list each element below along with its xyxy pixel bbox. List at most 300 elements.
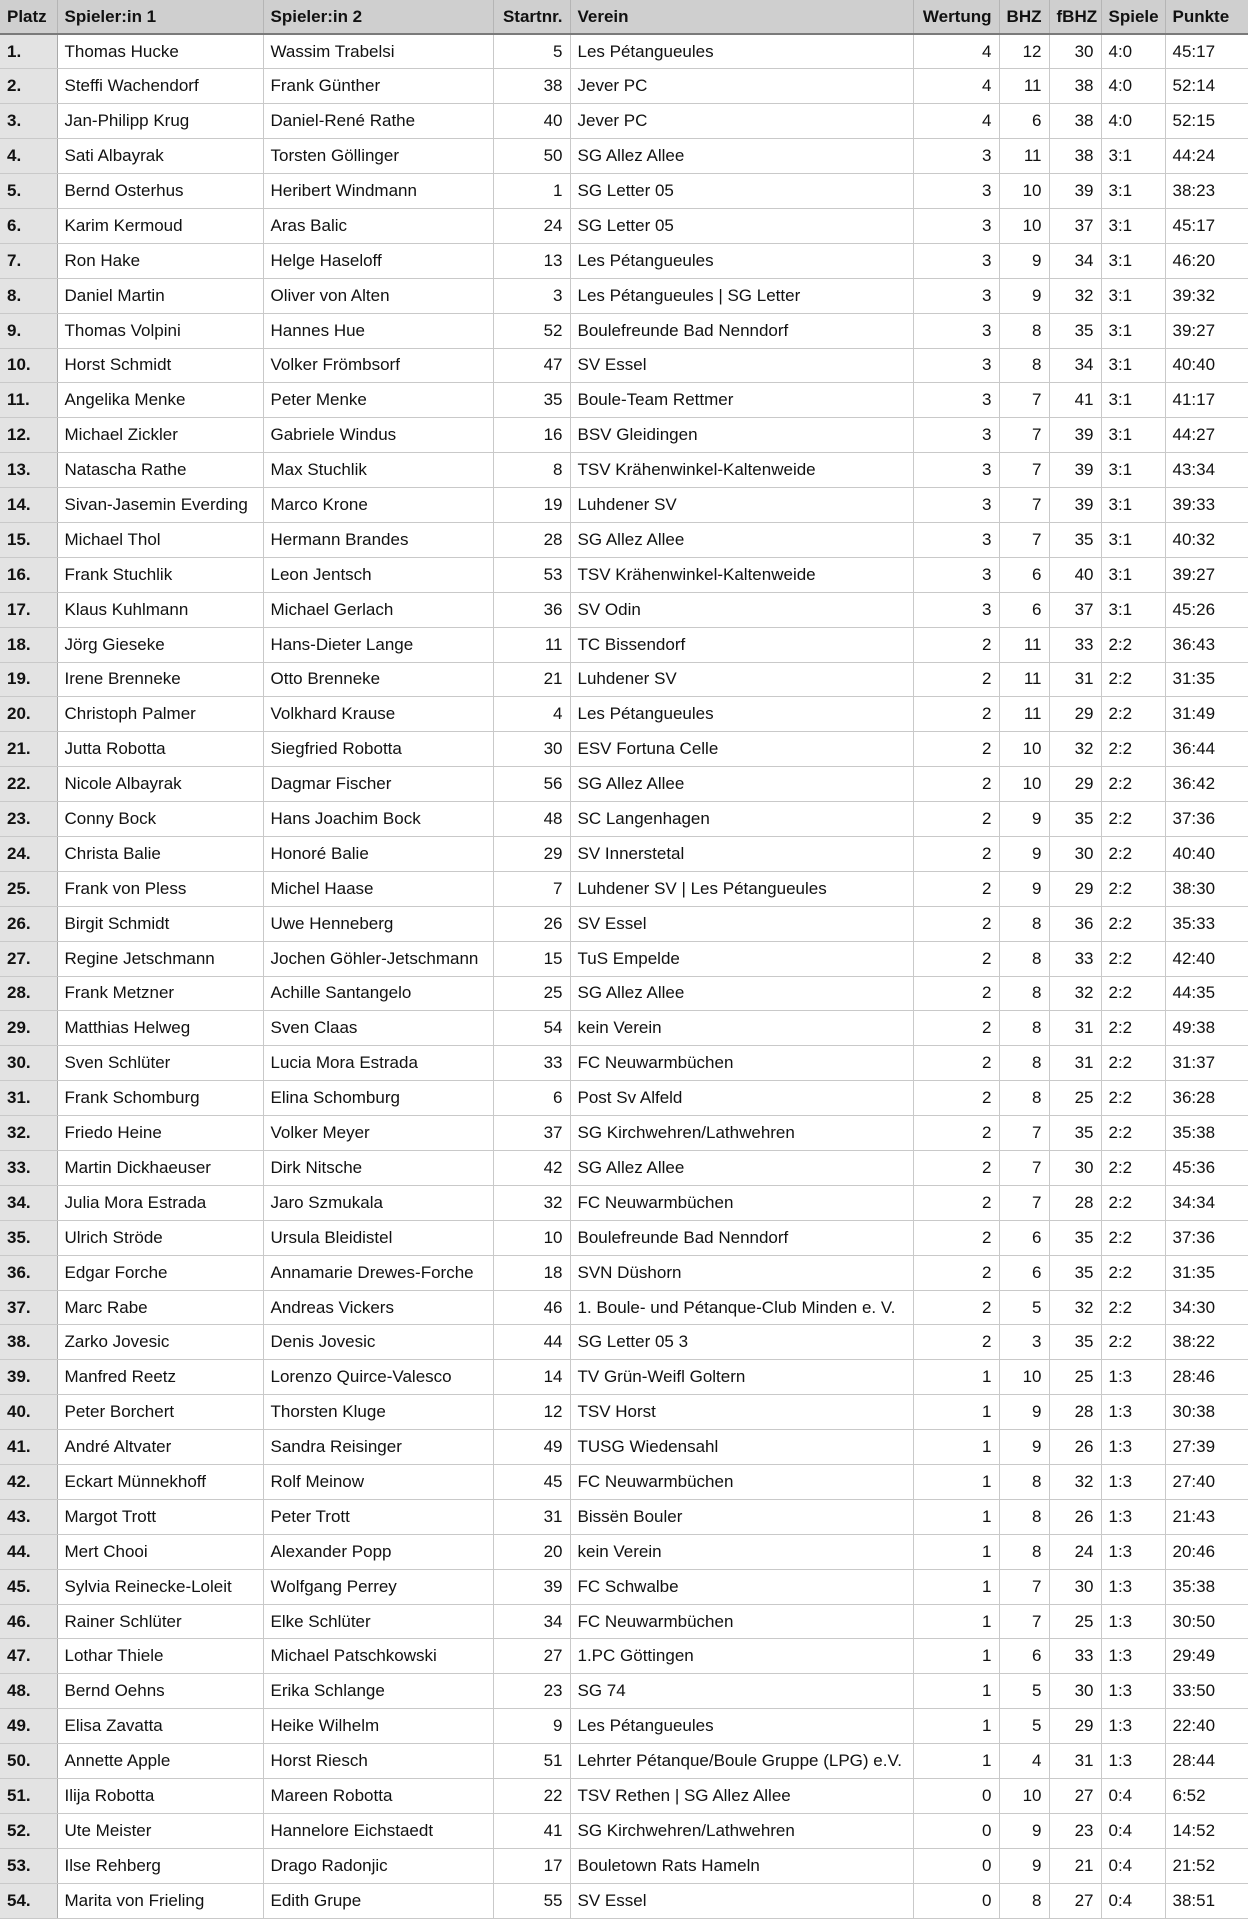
cell-spiele: 3:1 <box>1101 488 1165 523</box>
cell-bhz: 5 <box>999 1674 1049 1709</box>
cell-verein: TSV Krähenwinkel-Kaltenweide <box>570 453 913 488</box>
cell-platz: 7. <box>0 243 57 278</box>
cell-fbhz: 35 <box>1049 1116 1101 1151</box>
cell-platz: 29. <box>0 1011 57 1046</box>
cell-wertung: 3 <box>913 557 999 592</box>
cell-platz: 22. <box>0 767 57 802</box>
cell-spieler-1: Natascha Rathe <box>57 453 263 488</box>
cell-spieler-2: Peter Menke <box>263 383 493 418</box>
cell-spieler-1: Regine Jetschmann <box>57 941 263 976</box>
cell-verein: kein Verein <box>570 1011 913 1046</box>
cell-spieler-1: Marc Rabe <box>57 1290 263 1325</box>
cell-fbhz: 39 <box>1049 418 1101 453</box>
cell-startnr: 17 <box>493 1848 570 1883</box>
cell-fbhz: 39 <box>1049 488 1101 523</box>
cell-platz: 28. <box>0 976 57 1011</box>
cell-startnr: 46 <box>493 1290 570 1325</box>
cell-platz: 33. <box>0 1151 57 1186</box>
cell-startnr: 9 <box>493 1709 570 1744</box>
cell-platz: 17. <box>0 592 57 627</box>
cell-platz: 34. <box>0 1185 57 1220</box>
table-row <box>0 1674 1248 1709</box>
cell-spieler-1: Frank Metzner <box>57 976 263 1011</box>
cell-startnr: 1 <box>493 174 570 209</box>
cell-spieler-1: Margot Trott <box>57 1499 263 1534</box>
cell-verein: SG Allez Allee <box>570 139 913 174</box>
table-row <box>0 1011 1248 1046</box>
cell-spieler-1: Lothar Thiele <box>57 1639 263 1674</box>
cell-spieler-2: Michael Patschkowski <box>263 1639 493 1674</box>
cell-verein: FC Neuwarmbüchen <box>570 1465 913 1500</box>
cell-spieler-1: Michael Thol <box>57 522 263 557</box>
table-row <box>0 1744 1248 1779</box>
cell-wertung: 2 <box>913 1255 999 1290</box>
cell-platz: 6. <box>0 208 57 243</box>
cell-punkte: 27:39 <box>1165 1430 1248 1465</box>
cell-spieler-2: Lorenzo Quirce-Valesco <box>263 1360 493 1395</box>
cell-bhz: 9 <box>999 278 1049 313</box>
cell-spieler-2: Marco Krone <box>263 488 493 523</box>
cell-fbhz: 29 <box>1049 1709 1101 1744</box>
cell-bhz: 11 <box>999 697 1049 732</box>
cell-spiele: 1:3 <box>1101 1604 1165 1639</box>
table-row <box>0 1116 1248 1151</box>
table-row <box>0 1534 1248 1569</box>
cell-platz: 18. <box>0 627 57 662</box>
cell-spiele: 3:1 <box>1101 139 1165 174</box>
cell-platz: 41. <box>0 1430 57 1465</box>
cell-wertung: 2 <box>913 906 999 941</box>
cell-spieler-1: Thomas Volpini <box>57 313 263 348</box>
cell-verein: FC Neuwarmbüchen <box>570 1185 913 1220</box>
cell-spiele: 1:3 <box>1101 1534 1165 1569</box>
table-row <box>0 104 1248 139</box>
cell-wertung: 1 <box>913 1499 999 1534</box>
cell-wertung: 3 <box>913 313 999 348</box>
cell-punkte: 44:24 <box>1165 139 1248 174</box>
cell-wertung: 3 <box>913 174 999 209</box>
cell-bhz: 8 <box>999 1081 1049 1116</box>
cell-spieler-2: Wolfgang Perrey <box>263 1569 493 1604</box>
cell-verein: FC Neuwarmbüchen <box>570 1046 913 1081</box>
cell-punkte: 39:33 <box>1165 488 1248 523</box>
cell-spieler-2: Alexander Popp <box>263 1534 493 1569</box>
cell-startnr: 29 <box>493 836 570 871</box>
cell-bhz: 7 <box>999 1185 1049 1220</box>
table-row <box>0 1569 1248 1604</box>
table-row <box>0 174 1248 209</box>
cell-wertung: 2 <box>913 836 999 871</box>
cell-spieler-1: Sati Albayrak <box>57 139 263 174</box>
cell-spiele: 1:3 <box>1101 1360 1165 1395</box>
table-row <box>0 732 1248 767</box>
cell-verein: kein Verein <box>570 1534 913 1569</box>
cell-fbhz: 35 <box>1049 313 1101 348</box>
cell-verein: SG Kirchwehren/Lathwehren <box>570 1116 913 1151</box>
cell-bhz: 10 <box>999 1779 1049 1814</box>
cell-spiele: 1:3 <box>1101 1674 1165 1709</box>
header-spieler-1: Spieler:in 1 <box>57 0 263 34</box>
cell-verein: FC Schwalbe <box>570 1569 913 1604</box>
table-row <box>0 1220 1248 1255</box>
cell-spiele: 2:2 <box>1101 1185 1165 1220</box>
cell-spieler-1: Sven Schlüter <box>57 1046 263 1081</box>
cell-bhz: 11 <box>999 662 1049 697</box>
cell-bhz: 8 <box>999 1011 1049 1046</box>
table-row <box>0 1255 1248 1290</box>
cell-wertung: 3 <box>913 418 999 453</box>
cell-spieler-2: Jochen Göhler-Jetschmann <box>263 941 493 976</box>
table-row <box>0 208 1248 243</box>
cell-wertung: 3 <box>913 139 999 174</box>
cell-verein: Les Pétangueules <box>570 697 913 732</box>
cell-verein: Boule-Team Rettmer <box>570 383 913 418</box>
cell-verein: SG Allez Allee <box>570 522 913 557</box>
cell-verein: SG Allez Allee <box>570 767 913 802</box>
cell-fbhz: 33 <box>1049 941 1101 976</box>
cell-startnr: 30 <box>493 732 570 767</box>
cell-spieler-2: Torsten Göllinger <box>263 139 493 174</box>
cell-fbhz: 41 <box>1049 383 1101 418</box>
cell-fbhz: 35 <box>1049 522 1101 557</box>
cell-spieler-2: Volker Frömbsorf <box>263 348 493 383</box>
cell-fbhz: 38 <box>1049 104 1101 139</box>
cell-startnr: 36 <box>493 592 570 627</box>
cell-wertung: 1 <box>913 1534 999 1569</box>
cell-punkte: 22:40 <box>1165 1709 1248 1744</box>
cell-startnr: 50 <box>493 139 570 174</box>
cell-bhz: 9 <box>999 243 1049 278</box>
cell-spieler-1: Ute Meister <box>57 1813 263 1848</box>
cell-platz: 1. <box>0 34 57 69</box>
table-row <box>0 1325 1248 1360</box>
cell-startnr: 38 <box>493 69 570 104</box>
cell-bhz: 10 <box>999 208 1049 243</box>
cell-spieler-2: Andreas Vickers <box>263 1290 493 1325</box>
cell-wertung: 1 <box>913 1360 999 1395</box>
header-row <box>0 0 1248 34</box>
cell-verein: TSV Horst <box>570 1395 913 1430</box>
cell-spiele: 2:2 <box>1101 627 1165 662</box>
cell-fbhz: 31 <box>1049 1046 1101 1081</box>
cell-platz: 15. <box>0 522 57 557</box>
cell-wertung: 2 <box>913 697 999 732</box>
cell-spieler-1: Frank von Pless <box>57 871 263 906</box>
cell-bhz: 9 <box>999 1813 1049 1848</box>
cell-spieler-1: Rainer Schlüter <box>57 1604 263 1639</box>
table-row <box>0 662 1248 697</box>
cell-wertung: 1 <box>913 1465 999 1500</box>
cell-wertung: 3 <box>913 348 999 383</box>
cell-platz: 9. <box>0 313 57 348</box>
cell-spiele: 2:2 <box>1101 767 1165 802</box>
cell-bhz: 7 <box>999 1569 1049 1604</box>
cell-bhz: 8 <box>999 976 1049 1011</box>
cell-spieler-1: Daniel Martin <box>57 278 263 313</box>
cell-punkte: 38:51 <box>1165 1883 1248 1918</box>
table-row <box>0 1046 1248 1081</box>
cell-startnr: 28 <box>493 522 570 557</box>
cell-punkte: 40:40 <box>1165 836 1248 871</box>
cell-spieler-1: Thomas Hucke <box>57 34 263 69</box>
cell-bhz: 8 <box>999 1046 1049 1081</box>
cell-platz: 45. <box>0 1569 57 1604</box>
cell-fbhz: 27 <box>1049 1883 1101 1918</box>
cell-wertung: 4 <box>913 104 999 139</box>
cell-punkte: 35:38 <box>1165 1569 1248 1604</box>
cell-spieler-2: Drago Radonjic <box>263 1848 493 1883</box>
cell-wertung: 2 <box>913 871 999 906</box>
cell-punkte: 42:40 <box>1165 941 1248 976</box>
cell-bhz: 10 <box>999 1360 1049 1395</box>
cell-bhz: 9 <box>999 836 1049 871</box>
cell-fbhz: 31 <box>1049 1744 1101 1779</box>
cell-spiele: 1:3 <box>1101 1465 1165 1500</box>
cell-punkte: 52:14 <box>1165 69 1248 104</box>
cell-startnr: 47 <box>493 348 570 383</box>
cell-wertung: 2 <box>913 1220 999 1255</box>
table-row <box>0 1779 1248 1814</box>
cell-spiele: 2:2 <box>1101 1290 1165 1325</box>
table-row <box>0 278 1248 313</box>
cell-spieler-2: Otto Brenneke <box>263 662 493 697</box>
cell-verein: Bissën Bouler <box>570 1499 913 1534</box>
cell-verein: TSV Krähenwinkel-Kaltenweide <box>570 557 913 592</box>
cell-bhz: 6 <box>999 592 1049 627</box>
cell-punkte: 40:32 <box>1165 522 1248 557</box>
cell-spieler-1: Marita von Frieling <box>57 1883 263 1918</box>
cell-punkte: 31:35 <box>1165 1255 1248 1290</box>
cell-bhz: 8 <box>999 313 1049 348</box>
cell-bhz: 6 <box>999 1639 1049 1674</box>
cell-punkte: 36:28 <box>1165 1081 1248 1116</box>
cell-bhz: 11 <box>999 627 1049 662</box>
cell-punkte: 38:30 <box>1165 871 1248 906</box>
cell-spieler-1: Edgar Forche <box>57 1255 263 1290</box>
cell-bhz: 9 <box>999 871 1049 906</box>
cell-wertung: 2 <box>913 976 999 1011</box>
cell-verein: SG Letter 05 <box>570 208 913 243</box>
cell-platz: 4. <box>0 139 57 174</box>
cell-spieler-1: Martin Dickhaeuser <box>57 1151 263 1186</box>
cell-platz: 31. <box>0 1081 57 1116</box>
cell-wertung: 3 <box>913 383 999 418</box>
cell-punkte: 34:34 <box>1165 1185 1248 1220</box>
cell-punkte: 21:43 <box>1165 1499 1248 1534</box>
cell-spiele: 2:2 <box>1101 732 1165 767</box>
table-row <box>0 1499 1248 1534</box>
cell-spieler-1: Ilija Robotta <box>57 1779 263 1814</box>
cell-verein: Luhdener SV <box>570 488 913 523</box>
table-row <box>0 1639 1248 1674</box>
cell-bhz: 11 <box>999 139 1049 174</box>
cell-punkte: 41:17 <box>1165 383 1248 418</box>
cell-fbhz: 21 <box>1049 1848 1101 1883</box>
cell-spieler-2: Elke Schlüter <box>263 1604 493 1639</box>
cell-fbhz: 33 <box>1049 627 1101 662</box>
cell-spieler-2: Siegfried Robotta <box>263 732 493 767</box>
cell-spieler-2: Dirk Nitsche <box>263 1151 493 1186</box>
cell-platz: 8. <box>0 278 57 313</box>
cell-startnr: 10 <box>493 1220 570 1255</box>
cell-verein: Les Pétangueules <box>570 1709 913 1744</box>
cell-fbhz: 32 <box>1049 732 1101 767</box>
cell-spieler-2: Denis Jovesic <box>263 1325 493 1360</box>
cell-startnr: 51 <box>493 1744 570 1779</box>
cell-verein: SG Allez Allee <box>570 976 913 1011</box>
cell-startnr: 16 <box>493 418 570 453</box>
cell-spieler-2: Dagmar Fischer <box>263 767 493 802</box>
cell-platz: 39. <box>0 1360 57 1395</box>
header-startnr: Startnr. <box>493 0 570 34</box>
cell-bhz: 7 <box>999 1151 1049 1186</box>
cell-spieler-2: Honoré Balie <box>263 836 493 871</box>
cell-bhz: 7 <box>999 1604 1049 1639</box>
table-row <box>0 1395 1248 1430</box>
cell-bhz: 7 <box>999 383 1049 418</box>
cell-verein: SC Langenhagen <box>570 802 913 837</box>
cell-bhz: 11 <box>999 69 1049 104</box>
cell-platz: 46. <box>0 1604 57 1639</box>
cell-fbhz: 36 <box>1049 906 1101 941</box>
cell-spieler-2: Thorsten Kluge <box>263 1395 493 1430</box>
cell-startnr: 52 <box>493 313 570 348</box>
cell-verein: 1.PC Göttingen <box>570 1639 913 1674</box>
cell-verein: TuS Empelde <box>570 941 913 976</box>
cell-punkte: 36:42 <box>1165 767 1248 802</box>
cell-wertung: 0 <box>913 1848 999 1883</box>
cell-verein: Lehrter Pétanque/Boule Gruppe (LPG) e.V. <box>570 1744 913 1779</box>
cell-punkte: 30:38 <box>1165 1395 1248 1430</box>
cell-platz: 38. <box>0 1325 57 1360</box>
cell-spieler-1: Annette Apple <box>57 1744 263 1779</box>
cell-spiele: 2:2 <box>1101 1011 1165 1046</box>
cell-wertung: 0 <box>913 1883 999 1918</box>
cell-fbhz: 34 <box>1049 243 1101 278</box>
cell-bhz: 12 <box>999 34 1049 69</box>
cell-platz: 24. <box>0 836 57 871</box>
cell-wertung: 3 <box>913 488 999 523</box>
cell-startnr: 55 <box>493 1883 570 1918</box>
cell-verein: Les Pétangueules | SG Letter <box>570 278 913 313</box>
cell-spiele: 3:1 <box>1101 522 1165 557</box>
cell-punkte: 29:49 <box>1165 1639 1248 1674</box>
cell-fbhz: 35 <box>1049 1255 1101 1290</box>
cell-spieler-1: Steffi Wachendorf <box>57 69 263 104</box>
cell-wertung: 1 <box>913 1639 999 1674</box>
cell-platz: 5. <box>0 174 57 209</box>
cell-fbhz: 25 <box>1049 1604 1101 1639</box>
table-row <box>0 139 1248 174</box>
table-row <box>0 697 1248 732</box>
cell-spieler-2: Hannelore Eichstaedt <box>263 1813 493 1848</box>
table-row <box>0 627 1248 662</box>
cell-punkte: 45:17 <box>1165 34 1248 69</box>
table-row <box>0 418 1248 453</box>
cell-platz: 16. <box>0 557 57 592</box>
cell-startnr: 39 <box>493 1569 570 1604</box>
cell-spieler-2: Edith Grupe <box>263 1883 493 1918</box>
cell-bhz: 10 <box>999 732 1049 767</box>
cell-bhz: 9 <box>999 1430 1049 1465</box>
table-row <box>0 1290 1248 1325</box>
cell-platz: 50. <box>0 1744 57 1779</box>
cell-bhz: 6 <box>999 557 1049 592</box>
cell-spieler-1: Klaus Kuhlmann <box>57 592 263 627</box>
cell-wertung: 1 <box>913 1674 999 1709</box>
cell-fbhz: 35 <box>1049 1220 1101 1255</box>
cell-platz: 30. <box>0 1046 57 1081</box>
header-spieler-2: Spieler:in 2 <box>263 0 493 34</box>
cell-bhz: 8 <box>999 941 1049 976</box>
cell-startnr: 23 <box>493 1674 570 1709</box>
cell-startnr: 11 <box>493 627 570 662</box>
cell-startnr: 40 <box>493 104 570 139</box>
cell-wertung: 2 <box>913 1151 999 1186</box>
cell-startnr: 48 <box>493 802 570 837</box>
cell-punkte: 52:15 <box>1165 104 1248 139</box>
cell-startnr: 32 <box>493 1185 570 1220</box>
cell-verein: SV Essel <box>570 906 913 941</box>
cell-fbhz: 28 <box>1049 1395 1101 1430</box>
table-row <box>0 243 1248 278</box>
cell-fbhz: 35 <box>1049 1325 1101 1360</box>
cell-spiele: 2:2 <box>1101 1046 1165 1081</box>
cell-platz: 20. <box>0 697 57 732</box>
cell-spieler-1: Frank Stuchlik <box>57 557 263 592</box>
cell-wertung: 1 <box>913 1569 999 1604</box>
cell-punkte: 31:35 <box>1165 662 1248 697</box>
table-row <box>0 383 1248 418</box>
cell-spiele: 1:3 <box>1101 1430 1165 1465</box>
cell-startnr: 34 <box>493 1604 570 1639</box>
cell-fbhz: 25 <box>1049 1360 1101 1395</box>
cell-platz: 37. <box>0 1290 57 1325</box>
cell-spieler-1: Irene Brenneke <box>57 662 263 697</box>
cell-spieler-2: Michel Haase <box>263 871 493 906</box>
cell-fbhz: 30 <box>1049 836 1101 871</box>
table-row <box>0 1604 1248 1639</box>
cell-spiele: 3:1 <box>1101 557 1165 592</box>
cell-fbhz: 30 <box>1049 34 1101 69</box>
cell-spieler-2: Daniel-René Rathe <box>263 104 493 139</box>
cell-bhz: 9 <box>999 1395 1049 1430</box>
cell-fbhz: 32 <box>1049 1465 1101 1500</box>
cell-spiele: 4:0 <box>1101 34 1165 69</box>
cell-wertung: 2 <box>913 732 999 767</box>
cell-spiele: 2:2 <box>1101 836 1165 871</box>
cell-fbhz: 29 <box>1049 697 1101 732</box>
cell-spieler-1: Sylvia Reinecke-Loleit <box>57 1569 263 1604</box>
cell-spieler-1: Friedo Heine <box>57 1116 263 1151</box>
cell-spieler-1: André Altvater <box>57 1430 263 1465</box>
cell-fbhz: 38 <box>1049 69 1101 104</box>
cell-wertung: 3 <box>913 208 999 243</box>
cell-spieler-1: Zarko Jovesic <box>57 1325 263 1360</box>
cell-punkte: 45:26 <box>1165 592 1248 627</box>
table-row <box>0 1360 1248 1395</box>
cell-bhz: 6 <box>999 1220 1049 1255</box>
cell-fbhz: 34 <box>1049 348 1101 383</box>
cell-verein: Luhdener SV | Les Pétangueules <box>570 871 913 906</box>
cell-verein: 1. Boule- und Pétanque-Club Minden e. V. <box>570 1290 913 1325</box>
cell-punkte: 33:50 <box>1165 1674 1248 1709</box>
cell-punkte: 14:52 <box>1165 1813 1248 1848</box>
cell-platz: 13. <box>0 453 57 488</box>
header-platz: Platz <box>0 0 57 34</box>
cell-startnr: 33 <box>493 1046 570 1081</box>
cell-spieler-2: Peter Trott <box>263 1499 493 1534</box>
